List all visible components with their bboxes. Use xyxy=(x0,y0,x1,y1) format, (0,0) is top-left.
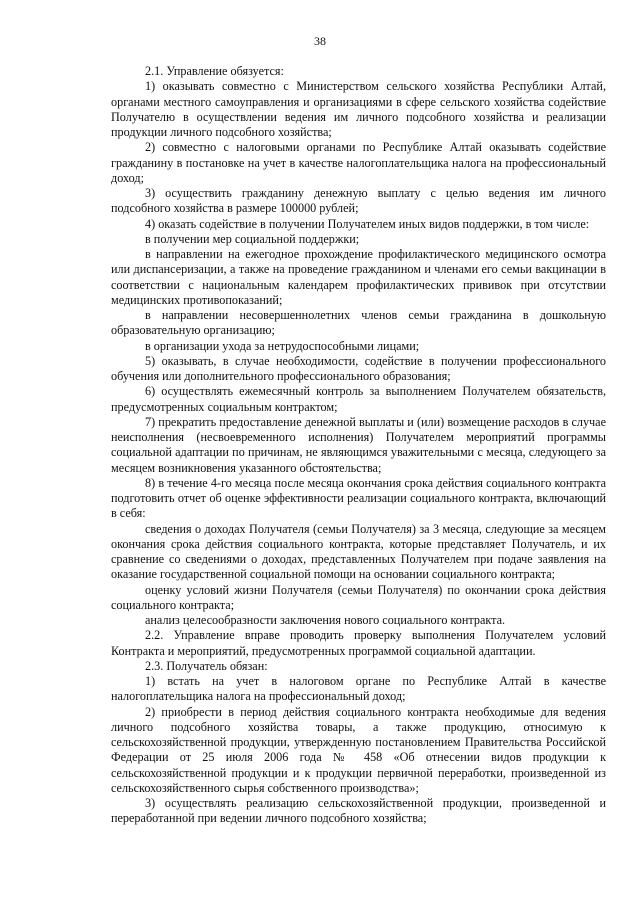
paragraph: 7) прекратить предоставление денежной выплаты и (или) возмещение расходов в случае неисполнения (несвоевременного исполнения) Получателем мероприятий программы социальной адаптации по причинам, не являющимся уважительными с месяца, следующего за месяцем возникновения указанного обстоятельства; xyxy=(111,414,606,475)
paragraph: 3) осуществлять реализацию сельскохозяйственной продукции, произведенной и переработанной при ведении личного подсобного хозяйства; xyxy=(111,796,606,826)
paragraph: оценку условий жизни Получателя (семьи Получателя) по окончании срока действия социального контракта; xyxy=(111,582,606,612)
paragraph: 2.2. Управление вправе проводить проверку выполнения Получателем условий Контракта и мероприятий, предусмотренных программой социальной адаптации. xyxy=(111,628,606,658)
paragraph: 5) оказывать, в случае необходимости, содействие в получении профессионального обучения или дополнительного профессионального образования; xyxy=(111,353,606,383)
paragraph: в направлении на ежегодное прохождение профилактического медицинского осмотра или диспансеризации, а также на проведение гражданином и членами его семьи вакцинации в соответствии с национальным календарем профилактических прививок при отсутствии медицинских противопоказаний; xyxy=(111,247,606,307)
page-number: 38 xyxy=(314,34,326,48)
paragraph: анализ целесообразности заключения нового социального контракта. xyxy=(145,613,506,627)
paragraph: 6) осуществлять ежемесячный контроль за выполнением Получателем обязательств, предусмотренных социальным контрактом; xyxy=(111,384,606,414)
paragraph: 1) оказывать совместно с Министерством сельского хозяйства Республики Алтай, органами местного самоуправления и организациями в сфере сельского хозяйства содействие Получателю в осуществлении ведения им личного подсобного хозяйства и реализации продукции личного подсобного хозяйства; xyxy=(111,79,606,139)
paragraph: 2.1. Управление обязуется: xyxy=(145,64,284,78)
paragraph: 1) встать на учет в налоговом органе по Республике Алтай в качестве налогоплательщика налога на профессиональный доход; xyxy=(111,674,606,704)
paragraph: 2) совместно с налоговыми органами по Республике Алтай оказывать содействие гражданину в постановке на учет в качестве налогоплательщика налога на профессиональный доход; xyxy=(111,140,606,185)
paragraph: сведения о доходах Получателя (семьи Получателя) за 3 месяца, следующие за месяцем окончания срока действия социального контракта, которые представляет Получатель, и их сравнение со сведениями о доходах, представленных Получателем при подаче заявления на оказание государственной социальной помощи на основании социального контракта; xyxy=(111,521,606,582)
paragraph: 4) оказать содействие в получении Получателем иных видов поддержки, в том числе: xyxy=(145,216,590,231)
paragraph: в организации ухода за нетрудоспособными лицами; xyxy=(145,338,420,353)
paragraph: 8) в течение 4-го месяца после месяца окончания срока действия социального контракта подготовить отчет об оценке эффективности реализации социального контракта, включающий в себя: xyxy=(111,475,606,521)
paragraph: в получении мер социальной поддержки; xyxy=(145,231,360,246)
paragraph: 2.3. Получатель обязан: xyxy=(145,658,268,673)
document-body xyxy=(111,64,606,827)
paragraph: в направлении несовершеннолетних членов семьи гражданина в дошкольную образовательную организацию; xyxy=(111,308,606,338)
paragraph: 3) осуществить гражданину денежную выплату с целью ведения им личного подсобного хозяйства в размере 100000 рублей; xyxy=(111,186,606,216)
paragraph: 2) приобрести в период действия социального контракта необходимые для ведения личного подсобного хозяйства товары, а также продукцию, относимую к сельскохозяйственной продукции, утвержденную постановлением Правительства Российской Федерации от 25 июля 2006 года № 458 «Об отнесении видов продукции к сельскохозяйственной продукции и к продукции первичной переработки, произведенной из сельскохозяйственного сырья собственного производства»; xyxy=(111,704,606,795)
